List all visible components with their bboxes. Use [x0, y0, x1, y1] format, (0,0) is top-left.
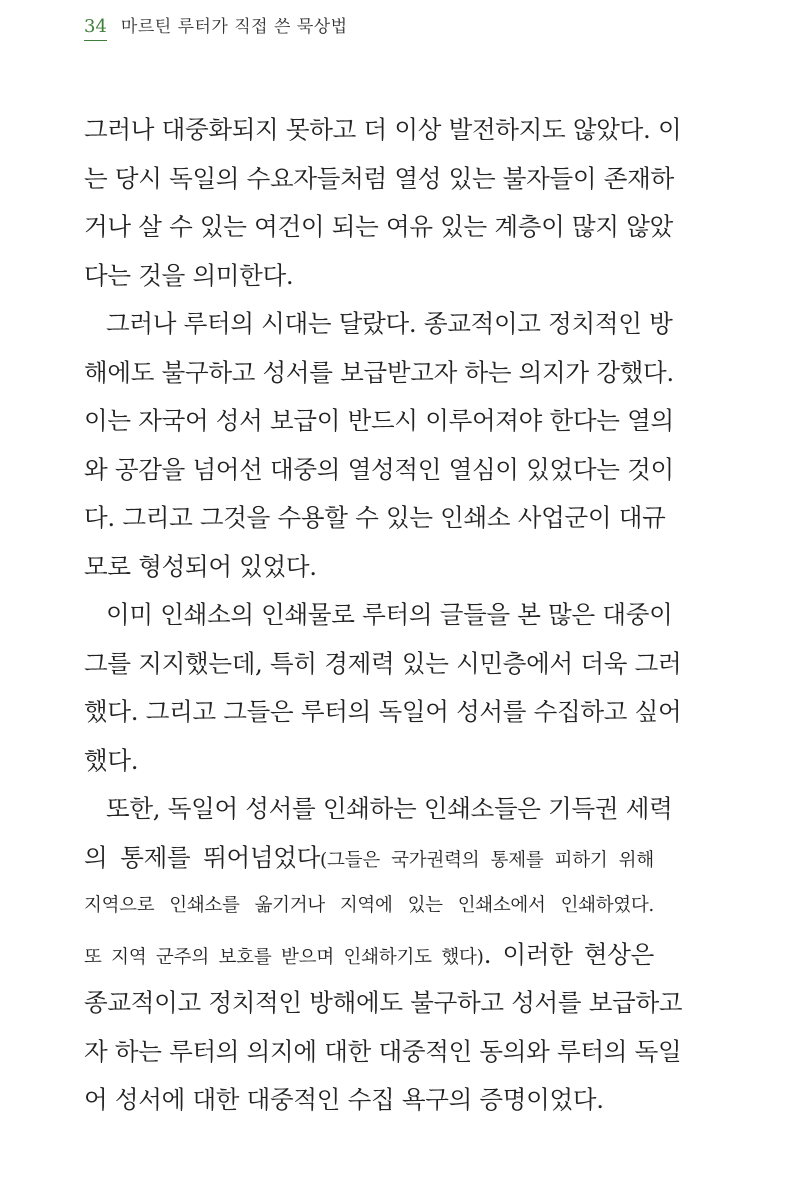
text-line: [84, 931, 654, 980]
parenthetical-note: (그들은 국가권력의 통제를 피하기 위해: [320, 849, 654, 871]
text-line: 그러나 대중화되지 못하고 더 이상 발전하지도 않았다. 이: [84, 115, 682, 144]
text-line: 자 하는 루터의 의지에 대한 대중적인 동의와 루터의 독일: [84, 1036, 682, 1066]
text-line: 다는 것을 의미한다.: [84, 260, 294, 290]
text-line: 또한, 독일어 성서를 인쇄하는 인쇄소들은 기득권 세력: [106, 794, 673, 823]
text-line: 는 당시 독일의 수요자들처럼 열성 있는 불자들이 존재하: [84, 163, 674, 193]
page-number: 34: [84, 16, 107, 41]
text-line: 와 공감을 넘어선 대중의 열성적인 열심이 있었다는 것이: [84, 454, 674, 484]
text-line: 그러나 루터의 시대는 달랐다. 종교적이고 정치적인 방: [106, 309, 673, 338]
text-line: 그를 지지했는데, 특히 경제력 있는 시민층에서 더욱 그러: [84, 648, 682, 678]
text-line: 거나 살 수 있는 여건이 되는 여유 있는 계층이 많지 않았: [84, 212, 673, 241]
text-line: 이미 인쇄소의 인쇄물로 루터의 글들을 본 많은 대중이: [106, 600, 673, 629]
book-title: 마르틴 루터가 직접 쓴 묵상법: [120, 17, 348, 37]
text-line: 어 성서에 대한 대중적인 수집 욕구의 증명이었다.: [84, 1085, 604, 1114]
parenthetical-note-line: 지역으로 인쇄소를 옮기거나 지역에 있는 인쇄소에서 인쇄하였다.: [84, 895, 654, 916]
body-text: [84, 106, 683, 1125]
text-line: 다. 그리고 그것을 수용할 수 있는 인쇄소 사업군이 대규: [84, 503, 666, 532]
text-line: 이는 자국어 성서 보급이 반드시 이루어져야 한다는 열의: [84, 406, 674, 435]
text-line: 모로 형성되어 있었다.: [84, 551, 317, 581]
text-line: [84, 834, 654, 883]
text-segment: . 이러한 현상은: [483, 939, 655, 969]
running-header: [84, 12, 348, 42]
text-line: 했다. 그리고 그들은 루터의 독일어 성서를 수집하고 싶어: [84, 697, 682, 726]
text-line: 했다.: [84, 745, 139, 775]
parenthetical-note: 또 지역 군주의 보호를 받으며 인쇄하기도 했다): [84, 946, 484, 968]
text-line: 해에도 불구하고 성서를 보급받고자 하는 의지가 강했다.: [84, 357, 674, 387]
text-line: 종교적이고 정치적인 방해에도 불구하고 성서를 보급하고: [84, 988, 683, 1017]
text-segment: 의 통제를 뛰어넘었다: [84, 842, 321, 872]
